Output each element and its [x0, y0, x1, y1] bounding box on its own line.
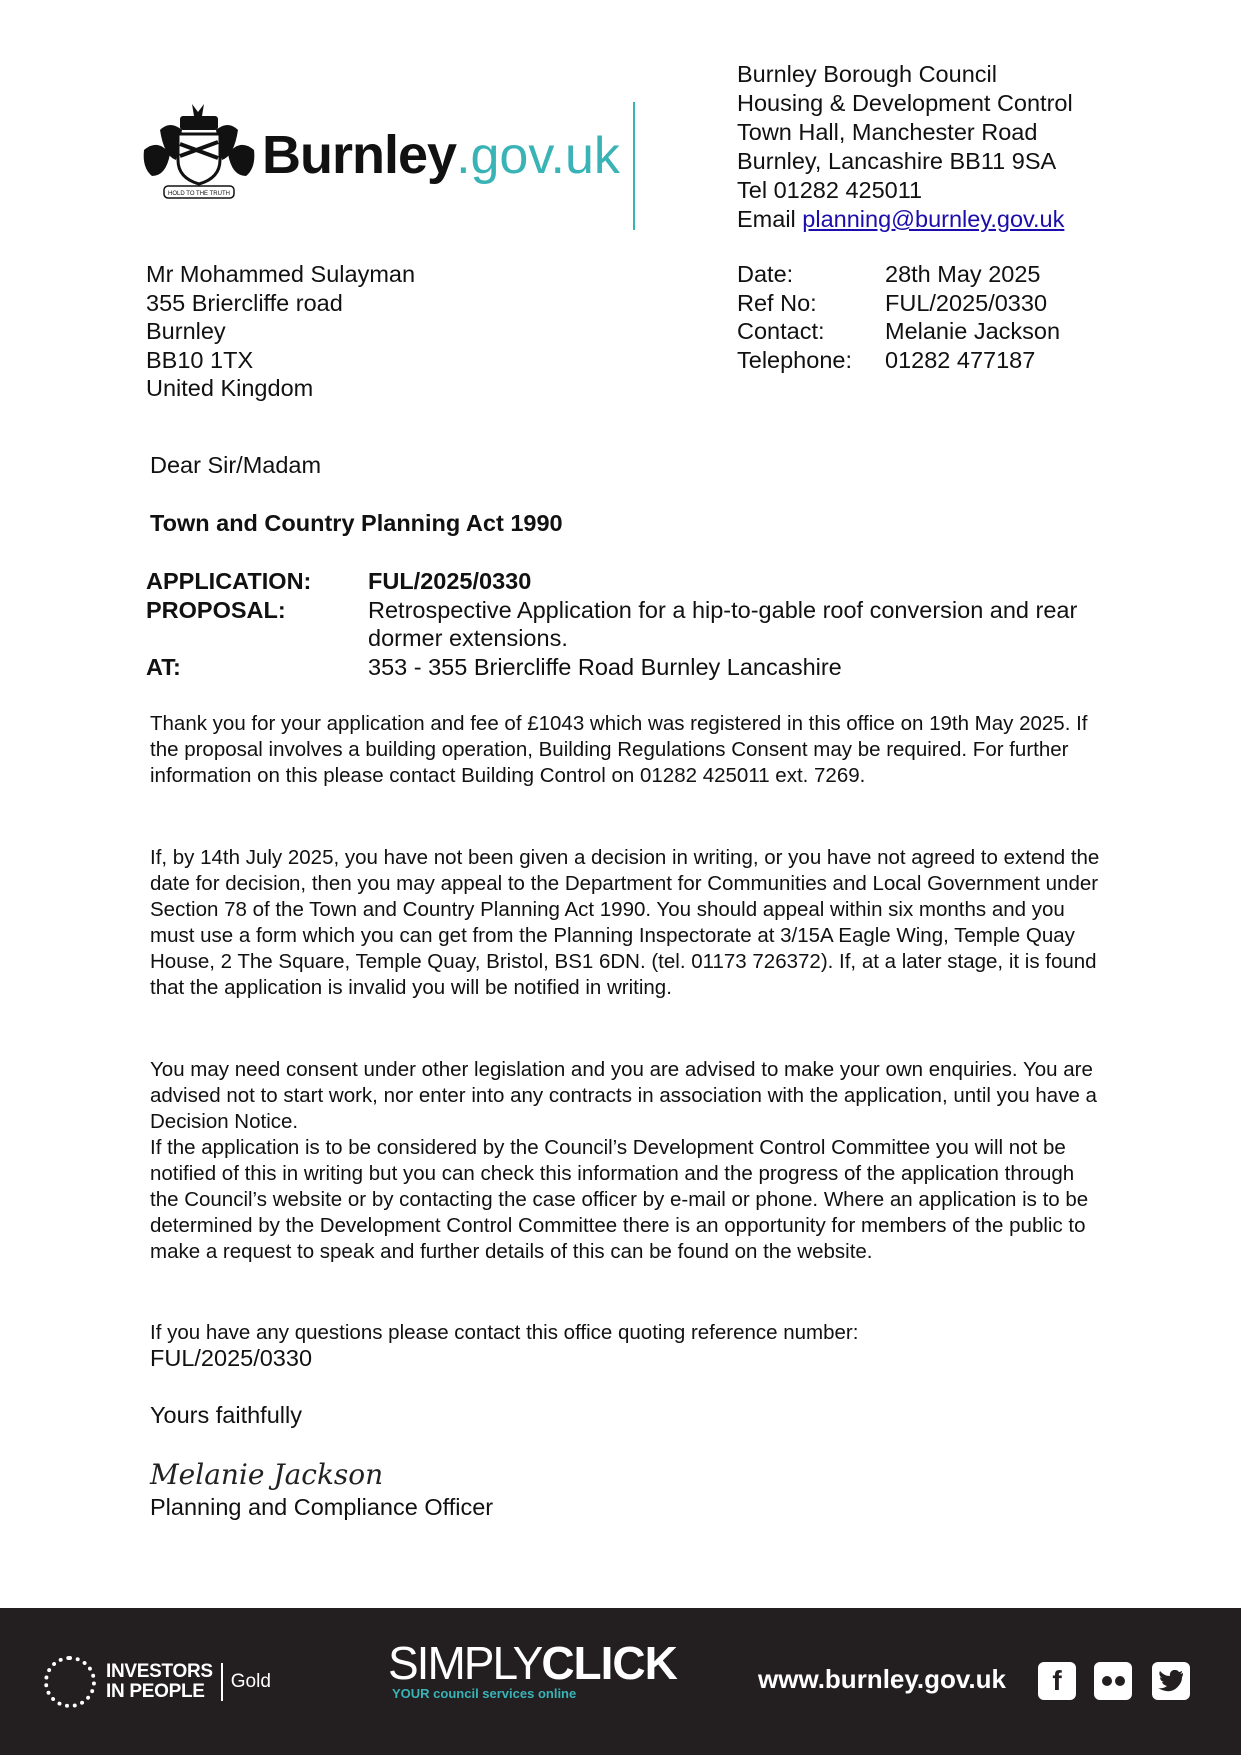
application-row	[146, 567, 1136, 596]
signature: Melanie Jackson	[150, 1458, 384, 1491]
proposal-row	[146, 596, 1136, 653]
meta-row-contact	[737, 317, 1060, 346]
simply-text: SIMPLY	[388, 1637, 542, 1689]
meta-row-date	[737, 260, 1060, 289]
meta-label: Date:	[737, 261, 794, 287]
simply-click-tagline: YOUR council services online	[392, 1686, 577, 1701]
recipient-address	[146, 260, 415, 403]
application-value: FUL/2025/0330	[368, 568, 532, 594]
closing: Yours faithfully	[150, 1402, 302, 1428]
meta-value: 01282 477187	[885, 346, 1036, 373]
flickr-icon[interactable]	[1094, 1662, 1132, 1700]
council-logo	[140, 100, 620, 210]
twitter-icon[interactable]	[1152, 1662, 1190, 1700]
meta-value: FUL/2025/0330	[885, 289, 1048, 316]
investors-in-people-badge	[44, 1656, 271, 1708]
application-details	[146, 567, 1136, 681]
email-label: Email	[737, 206, 803, 232]
meta-value: 28th May 2025	[885, 261, 1041, 287]
act-title: Town and Country Planning Act 1990	[150, 510, 563, 536]
reference-number: FUL/2025/0330	[150, 1345, 313, 1371]
council-line: Burnley, Lancashire BB11 9SA	[737, 148, 1057, 174]
paragraph-appeal: If, by 14th July 2025, you have not been given a decision in writing, or you have not agreed to extend the date for decision, then you may appeal to the Department for Communities and Local Government under Section 78 of the Town and Country Planning Act 1990. You should appeal within six months and you must use a form which you can get from the Planning Inspectorate at 3/15A Eagle Wing, Temple Quay House, 2 The Square, Temple Quay, Bristol, BS1 6DN. (tel. 01173 726372). If, at a later stage, it is found that the application is invalid you will be notified in writing.	[150, 846, 1100, 999]
proposal-label: PROPOSAL:	[146, 596, 286, 623]
coat-of-arms-icon	[140, 100, 258, 206]
email-link[interactable]: planning@burnley.gov.uk	[802, 206, 1065, 232]
application-label: APPLICATION:	[146, 568, 312, 594]
paragraph-fee: Thank you for your application and fee of £1043 which was registered in this office on 19th May 2025. If the proposal involves a building operation, Building Regulations Consent may be required. For further information on this please contact Building Control on 01282 425011 ext. 7269.	[150, 712, 1088, 787]
recipient-line: 355 Briercliffe road	[146, 289, 343, 316]
letter-meta	[737, 260, 1060, 374]
logo-name: Burnley	[262, 125, 457, 185]
logo-domain: .gov.uk	[456, 127, 620, 185]
laurel-icon	[44, 1656, 96, 1708]
council-address	[737, 60, 1073, 234]
recipient-line: Burnley	[146, 318, 226, 344]
footer	[0, 1608, 1241, 1755]
paragraph-committee: If the application is to be considered by the Council’s Development Control Committee you will not be notified of this in writing but you can check this information and the progress of the application through the Council’s website or by contacting the case officer by e-mail or phone. Where an application is to be determined by the Development Control Committee there is an opportunity for members of the public to make a request to speak and further details of this can be found on the website.	[150, 1136, 1089, 1263]
proposal-value: Retrospective Application for a hip-to-gable roof conversion and rear dormer extensions.	[368, 596, 1078, 651]
signatory-title: Planning and Compliance Officer	[150, 1494, 494, 1520]
iip-line: INVESTORS	[106, 1661, 213, 1682]
council-line: Burnley Borough Council	[737, 61, 997, 87]
meta-row-ref	[737, 289, 1060, 318]
simply-click-logo	[388, 1636, 677, 1701]
logo-motto: HOLD TO THE TRUTH	[168, 191, 230, 197]
at-label: AT:	[146, 653, 181, 680]
council-line: Tel 01282 425011	[737, 177, 923, 203]
footer-website[interactable]: www.burnley.gov.uk	[758, 1664, 1006, 1694]
paragraph-consent: You may need consent under other legislation and you are advised to make your own enquiries. You are advised not to start work, nor enter into any contracts in association with the application, until you have a Decision Notice.	[150, 1058, 1097, 1133]
logo-wordmark	[262, 124, 620, 186]
at-row	[146, 653, 1136, 682]
iip-divider	[221, 1663, 223, 1701]
recipient-line: BB10 1TX	[146, 346, 254, 373]
at-value: 353 - 355 Briercliffe Road Burnley Lancashire	[368, 653, 842, 680]
header-divider	[633, 102, 635, 230]
iip-level: Gold	[230, 1671, 271, 1692]
paragraph-questions: If you have any questions please contact this office quoting reference number:	[150, 1321, 859, 1344]
council-email-line	[737, 205, 1073, 234]
recipient-line: United Kingdom	[146, 375, 314, 401]
recipient-line: Mr Mohammed Sulayman	[146, 261, 416, 287]
iip-line: IN PEOPLE	[106, 1681, 205, 1702]
meta-label: Telephone:	[737, 346, 852, 373]
meta-value: Melanie Jackson	[885, 318, 1061, 344]
council-line: Housing & Development Control	[737, 90, 1073, 116]
meta-label: Contact:	[737, 318, 825, 344]
facebook-icon[interactable]: f	[1038, 1662, 1076, 1700]
salutation: Dear Sir/Madam	[150, 452, 322, 478]
click-text: CLICK	[541, 1637, 677, 1689]
meta-label: Ref No:	[737, 289, 817, 316]
council-line: Town Hall, Manchester Road	[737, 119, 1038, 145]
meta-row-telephone	[737, 346, 1060, 375]
